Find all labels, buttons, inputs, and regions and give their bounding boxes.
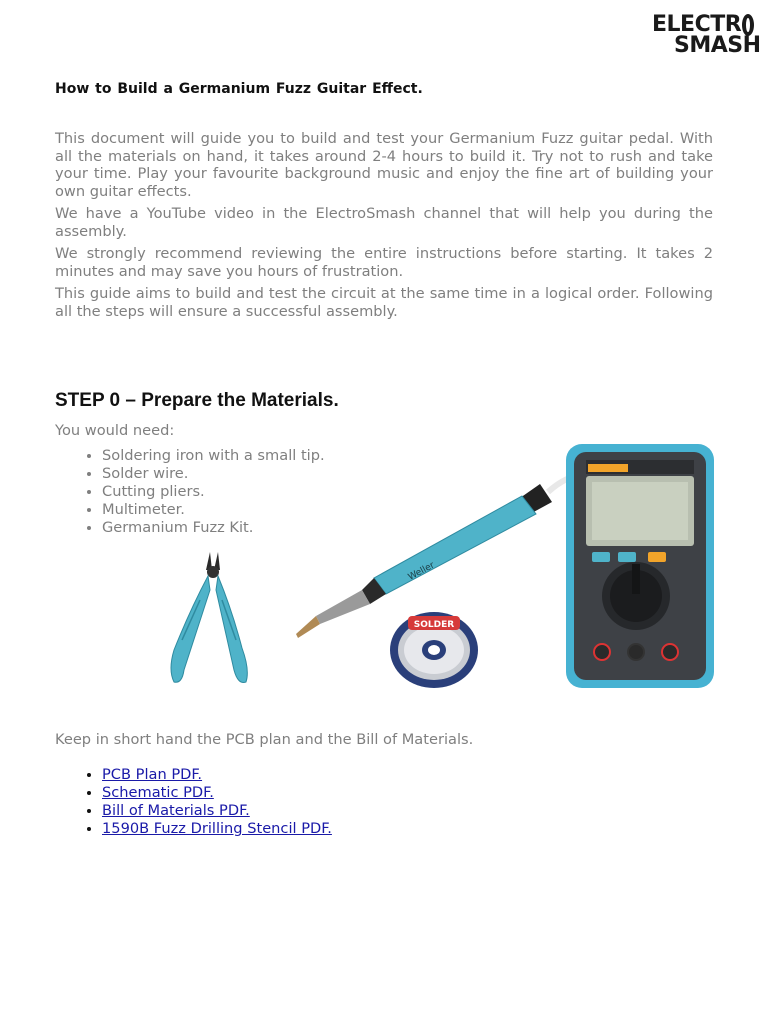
intro-paragraph: We have a YouTube video in the ElectroSmash channel that will help you during the assembly.: [55, 205, 713, 240]
iron-brand-label: Weller: [406, 560, 437, 583]
list-item: • Germanium Fuzz Kit.: [102, 519, 325, 537]
logo-text-line1: ELECTR: [652, 12, 742, 37]
list-item: [102, 820, 332, 838]
schematic-link[interactable]: Schematic PDF.: [102, 784, 214, 801]
list-item: • Cutting pliers.: [102, 483, 325, 501]
list-item: [102, 802, 332, 820]
list-item: [102, 784, 332, 802]
short-hand-text: Keep in short hand the PCB plan and the Bill of Materials.: [55, 731, 474, 748]
intro-paragraph: This guide aims to build and test the circuit at the same time in a logical order. Following all the steps will ensure a successful assembly.: [55, 285, 713, 320]
pcb-plan-link[interactable]: PCB Plan PDF.: [102, 766, 203, 783]
step-0-heading: STEP 0 – Prepare the Materials.: [55, 390, 339, 411]
logo-text-line2: SMASH: [674, 33, 761, 58]
intro-paragraph: This document will guide you to build and test your Germanium Fuzz guitar pedal. With all the materials on hand, it takes around 2-4 hours to build it. Try not to rush and take your time. Play your favourite background music and enjoy the fine art of building your own guitar effects.: [55, 130, 713, 200]
need-label: You would need:: [55, 422, 175, 439]
bill-of-materials-link[interactable]: Bill of Materials PDF.: [102, 802, 250, 819]
drilling-stencil-link[interactable]: 1590B Fuzz Drilling Stencil PDF.: [102, 820, 332, 837]
intro-paragraph: We strongly recommend reviewing the entire instructions before starting. It takes 2 minutes and may save you hours of frustration.: [55, 245, 713, 280]
list-item: [102, 766, 332, 784]
list-item: • Soldering iron with a small tip.: [102, 447, 325, 465]
document-title: How to Build a Germanium Fuzz Guitar Effect.: [55, 81, 423, 97]
electrosmash-logo: [652, 12, 761, 58]
cutting-pliers-image: [160, 540, 270, 690]
pdf-links-list: [55, 766, 332, 838]
solder-spool-image: [388, 610, 480, 690]
list-item: • Solder wire.: [102, 465, 325, 483]
materials-list: [55, 447, 325, 537]
intro-section: [55, 130, 713, 325]
multimeter-image: [556, 440, 718, 692]
list-item: • Multimeter.: [102, 501, 325, 519]
solder-label: SOLDER: [413, 620, 455, 630]
